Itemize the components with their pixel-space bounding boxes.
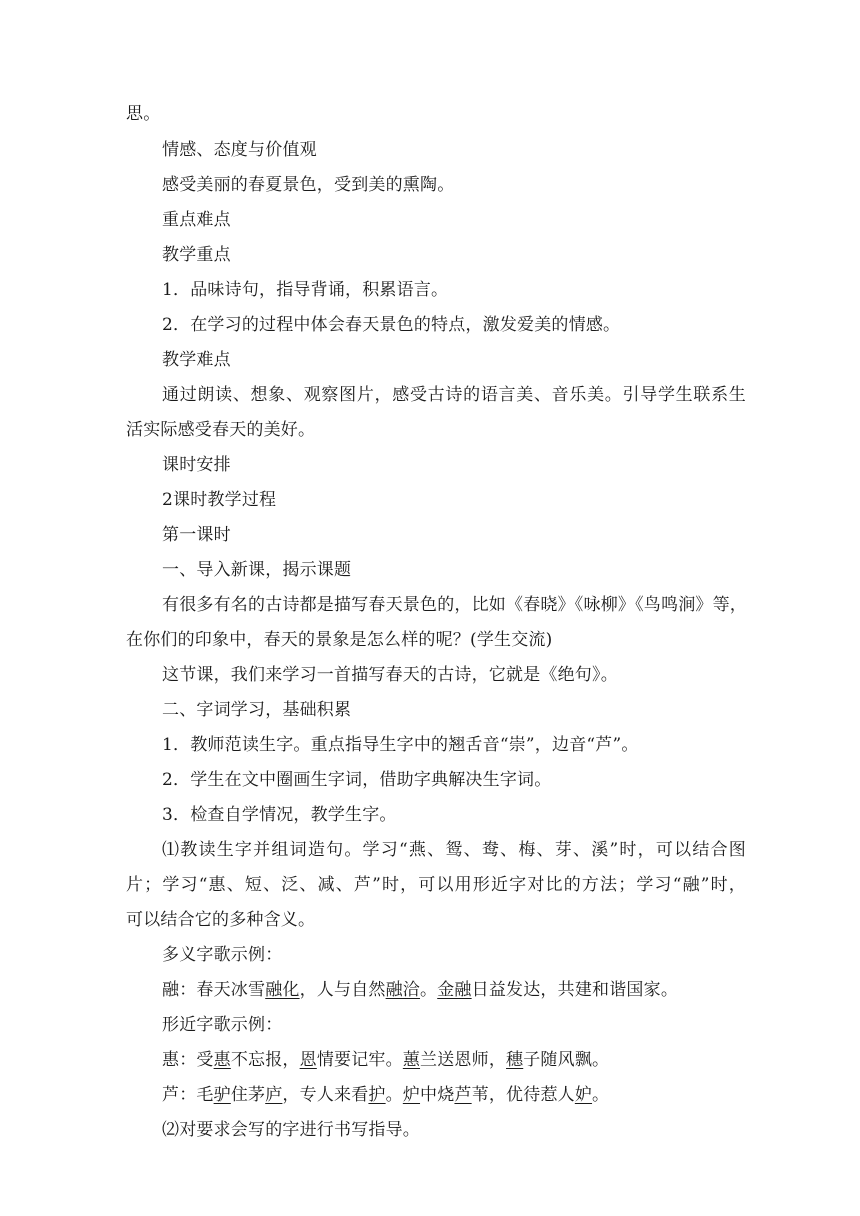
text-line: 2．学生在文中圈画生字词，借助字典解决生字词。 <box>162 770 552 790</box>
text-line: ⑵对要求会写的字进行书写指导。 <box>162 1120 420 1140</box>
hui-example-line <box>162 1049 609 1071</box>
segment: 惠：受 <box>162 1050 214 1070</box>
text-line: ⑴教读生字并组词造句。学习“燕、鸳、鸯、梅、芽、溪”时，可以结合图 <box>162 840 746 860</box>
section-heading: 形近字歌示例： <box>162 1015 283 1035</box>
section-heading: 重点难点 <box>162 210 231 230</box>
text-line: 在你们的印象中，春天的景象是怎么样的呢？(学生交流) <box>126 630 553 650</box>
segment: 芦：毛 <box>162 1085 214 1105</box>
text-line: 1．品味诗句，指导背诵，积累语言。 <box>162 280 449 300</box>
segment: 不忘报， <box>230 1050 300 1070</box>
underlined-word: 庐 <box>265 1085 283 1105</box>
segment: ，人与自然 <box>299 980 386 1000</box>
underlined-word: 芦 <box>454 1085 472 1105</box>
segment: 。 <box>385 1085 403 1105</box>
text-line: 1．教师范读生字。重点指导生字中的翘舌音“崇”，边音“芦”。 <box>162 735 639 755</box>
section-heading: 情感、态度与价值观 <box>162 140 317 160</box>
section-heading: 二、字词学习，基础积累 <box>162 700 352 720</box>
text-line: 2课时教学过程 <box>162 490 277 510</box>
segment: 住茅 <box>230 1085 266 1105</box>
underlined-word: 蕙 <box>402 1050 421 1070</box>
underlined-word: 惠 <box>213 1050 231 1070</box>
segment: 。 <box>420 980 438 1000</box>
segment: 融：春天冰雪 <box>162 980 266 1000</box>
underlined-word: 穗 <box>506 1050 524 1070</box>
section-heading: 第一课时 <box>162 525 231 545</box>
section-heading: 一、导入新课，揭示课题 <box>162 560 352 580</box>
segment: 兰送恩师， <box>420 1050 507 1070</box>
section-heading: 教学难点 <box>162 350 231 370</box>
segment: ，专人来看 <box>282 1085 369 1105</box>
segment: 子随风飘。 <box>523 1050 610 1070</box>
underlined-word: 金融 <box>437 980 472 1000</box>
underlined-word: 护 <box>368 1085 386 1105</box>
text-line: 有很多有名的古诗都是描写春天景色的，比如《春晓》《咏柳》《鸟鸣涧》等， <box>162 595 747 615</box>
section-heading: 课时安排 <box>162 455 231 475</box>
lu-example-line <box>162 1084 609 1106</box>
text-line: 通过朗读、想象、观察图片，感受古诗的语言美、音乐美。引导学生联系生 <box>162 385 746 405</box>
text-line: 2．在学习的过程中体会春天景色的特点，激发爱美的情感。 <box>162 315 621 335</box>
section-heading: 多义字歌示例： <box>162 945 283 965</box>
underlined-word: 炉 <box>402 1085 421 1105</box>
underlined-word: 驴 <box>213 1085 231 1105</box>
rong-example-line <box>162 979 678 1001</box>
segment: 中烧 <box>420 1085 455 1105</box>
text-line: 活实际感受春天的美好。 <box>126 420 316 440</box>
segment: 日益发达，共建和谐国家。 <box>471 980 679 1000</box>
text-line: 感受美丽的春夏景色，受到美的熏陶。 <box>162 175 455 195</box>
underlined-word: 妒 <box>574 1085 593 1105</box>
underlined-word: 恩 <box>299 1050 317 1070</box>
text-line: 思。 <box>126 104 161 124</box>
segment: 苇，优待惹人 <box>471 1085 575 1105</box>
text-line: 可以结合它的多种含义。 <box>126 910 316 930</box>
segment: 。 <box>592 1085 610 1105</box>
text-line: 3．检查自学情况，教学生字。 <box>162 805 397 825</box>
text-line: 这节课，我们来学习一首描写春天的古诗，它就是《绝句》。 <box>162 665 618 685</box>
segment: 情要记牢。 <box>316 1050 403 1070</box>
underlined-word: 融洽 <box>385 980 421 1000</box>
section-heading: 教学重点 <box>162 245 231 265</box>
underlined-word: 融化 <box>265 980 300 1000</box>
text-line: 片；学习“惠、短、泛、减、芦”时，可以用形近字对比的方法；学习“融”时， <box>126 875 746 895</box>
